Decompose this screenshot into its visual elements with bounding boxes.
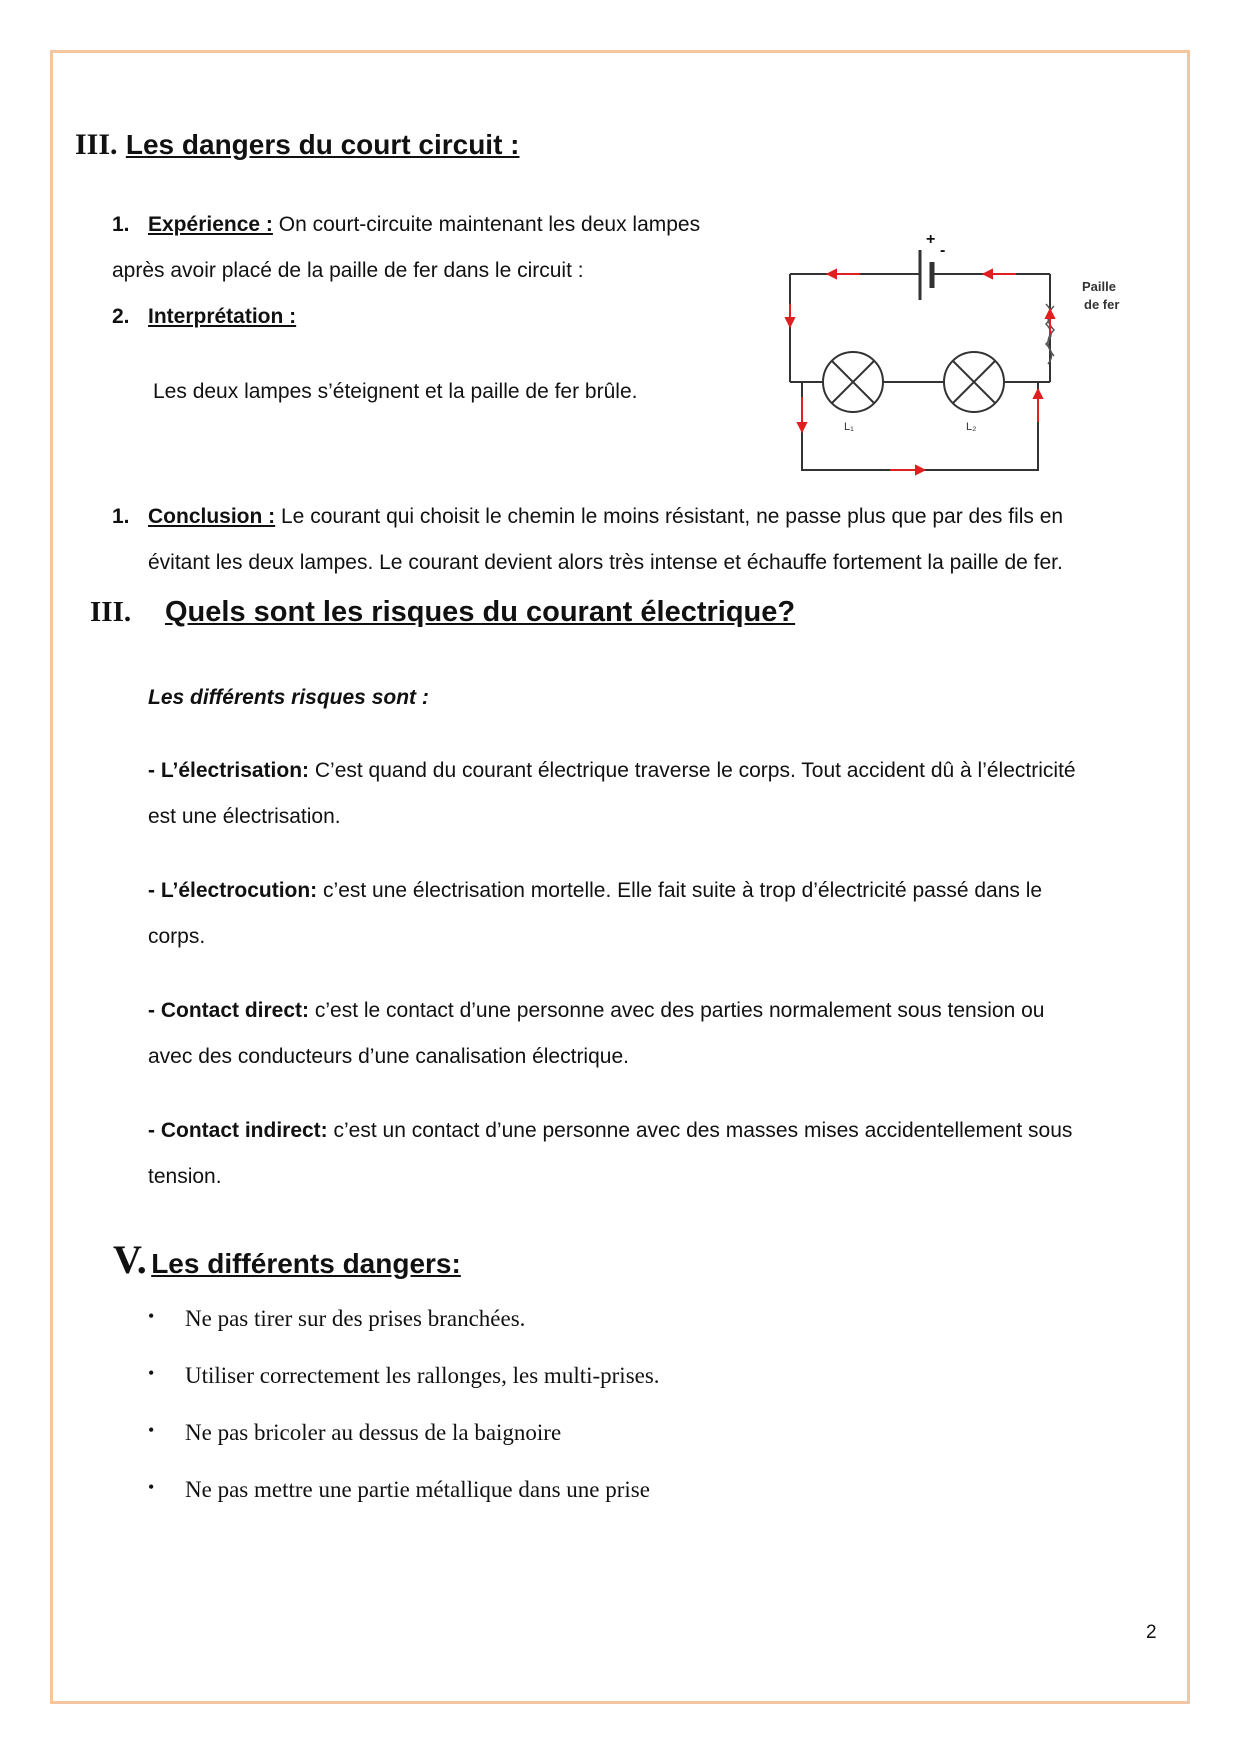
risk-3-text: c’est le contact d’une personne avec des parties normalement sous tension ou xyxy=(309,999,1045,1022)
interpretation-label: Interprétation : xyxy=(148,305,297,328)
arrow-top-right-head xyxy=(984,270,992,278)
risk-item-4 xyxy=(148,1108,1178,1200)
dangers-list xyxy=(148,1306,948,1534)
risk-1-label: - L’électrisation: xyxy=(148,759,310,782)
section1-heading xyxy=(75,128,520,162)
circuit-diagram xyxy=(780,222,1160,478)
section1-title: Les dangers du court circuit : xyxy=(125,129,520,160)
conclusion-num: 1. xyxy=(112,505,130,528)
experience-label: Expérience : xyxy=(148,213,273,236)
risk-1-text2: est une électrisation. xyxy=(148,805,341,828)
danger-2: Utiliser correctement les rallonges, les multi-prises. xyxy=(185,1363,660,1388)
lamp-l1-label: L₁ xyxy=(844,421,854,433)
page-number: 2 xyxy=(1146,1622,1157,1643)
experience-text2: après avoir placé de la paille de fer dans le circuit : xyxy=(112,259,584,282)
bullet-icon: • xyxy=(148,1363,155,1383)
arrow-right-lower-head xyxy=(1034,390,1042,398)
risks-intro: Les différents risques sont : xyxy=(148,686,429,709)
list-item xyxy=(148,1363,948,1420)
interpretation-num: 2. xyxy=(112,305,130,328)
risk-4-text: c’est un contact d’une personne avec des masses mises accidentellement sous xyxy=(327,1119,1073,1142)
list-item xyxy=(148,1420,948,1477)
danger-1: Ne pas tirer sur des prises branchées. xyxy=(185,1306,526,1331)
arrow-left-head xyxy=(786,318,794,326)
risk-4-label: - Contact indirect: xyxy=(148,1119,328,1142)
wire-bottom-loop xyxy=(802,382,1038,470)
conclusion-text: Le courant qui choisit le chemin le moins résistant, ne passe plus que par des fils en xyxy=(275,505,1064,528)
risk-item-1 xyxy=(148,748,1178,840)
risk-item-2 xyxy=(148,868,1178,960)
arrow-bottom-head xyxy=(916,466,924,474)
risk-3-label: - Contact direct: xyxy=(148,999,310,1022)
battery-plus: + xyxy=(926,231,936,248)
lamp-l2-label: L₂ xyxy=(966,421,977,433)
section2-title: Quels sont les risques du courant électrique? xyxy=(165,596,796,628)
experience-text: On court-circuite maintenant les deux lampes xyxy=(272,213,701,236)
section2-numeral: III. xyxy=(90,596,132,628)
battery-minus: - xyxy=(940,242,946,259)
section3-numeral: V. xyxy=(113,1237,147,1282)
conclusion-text2: évitant les deux lampes. Le courant devient alors très intense et échauffe fortement la paille de fer. xyxy=(148,551,1063,574)
section1-numeral: III. xyxy=(75,128,118,161)
risk-3-text2: avec des conducteurs d’une canalisation électrique. xyxy=(148,1045,629,1068)
section2-heading xyxy=(90,596,795,629)
danger-3: Ne pas bricoler au dessus de la baignoire xyxy=(185,1420,562,1445)
danger-4: Ne pas mettre une partie métallique dans une prise xyxy=(185,1477,650,1502)
risk-item-3 xyxy=(148,988,1178,1080)
section3-heading xyxy=(113,1236,461,1283)
bullet-icon: • xyxy=(148,1420,155,1440)
bullet-icon: • xyxy=(148,1477,155,1497)
risk-1-text: C’est quand du courant électrique traverse le corps. Tout accident dû à l’électricité xyxy=(309,759,1076,782)
risk-2-label: - L’électrocution: xyxy=(148,879,318,902)
experience-block xyxy=(112,202,772,340)
risk-2-text2: corps. xyxy=(148,925,206,948)
arrow-top-left-head xyxy=(828,270,836,278)
paille-label-1: Paille xyxy=(1082,279,1116,294)
list-item xyxy=(148,1306,948,1363)
conclusion-block xyxy=(112,494,1172,586)
arrow-left-lower-head xyxy=(798,423,806,431)
arrow-right-upper-head xyxy=(1046,310,1054,318)
interpretation-text: Les deux lampes s’éteignent et la paille de fer brûle. xyxy=(153,380,638,403)
experience-num: 1. xyxy=(112,213,130,236)
paille-label-2: de fer xyxy=(1084,297,1120,312)
bullet-icon: • xyxy=(148,1306,155,1326)
list-item xyxy=(148,1477,948,1534)
risk-2-text: c’est une électrisation mortelle. Elle fait suite à trop d’électricité passé dans le xyxy=(317,879,1043,902)
conclusion-label: Conclusion : xyxy=(148,505,276,528)
risk-4-text2: tension. xyxy=(148,1165,222,1188)
section3-title: Les différents dangers: xyxy=(151,1248,461,1279)
